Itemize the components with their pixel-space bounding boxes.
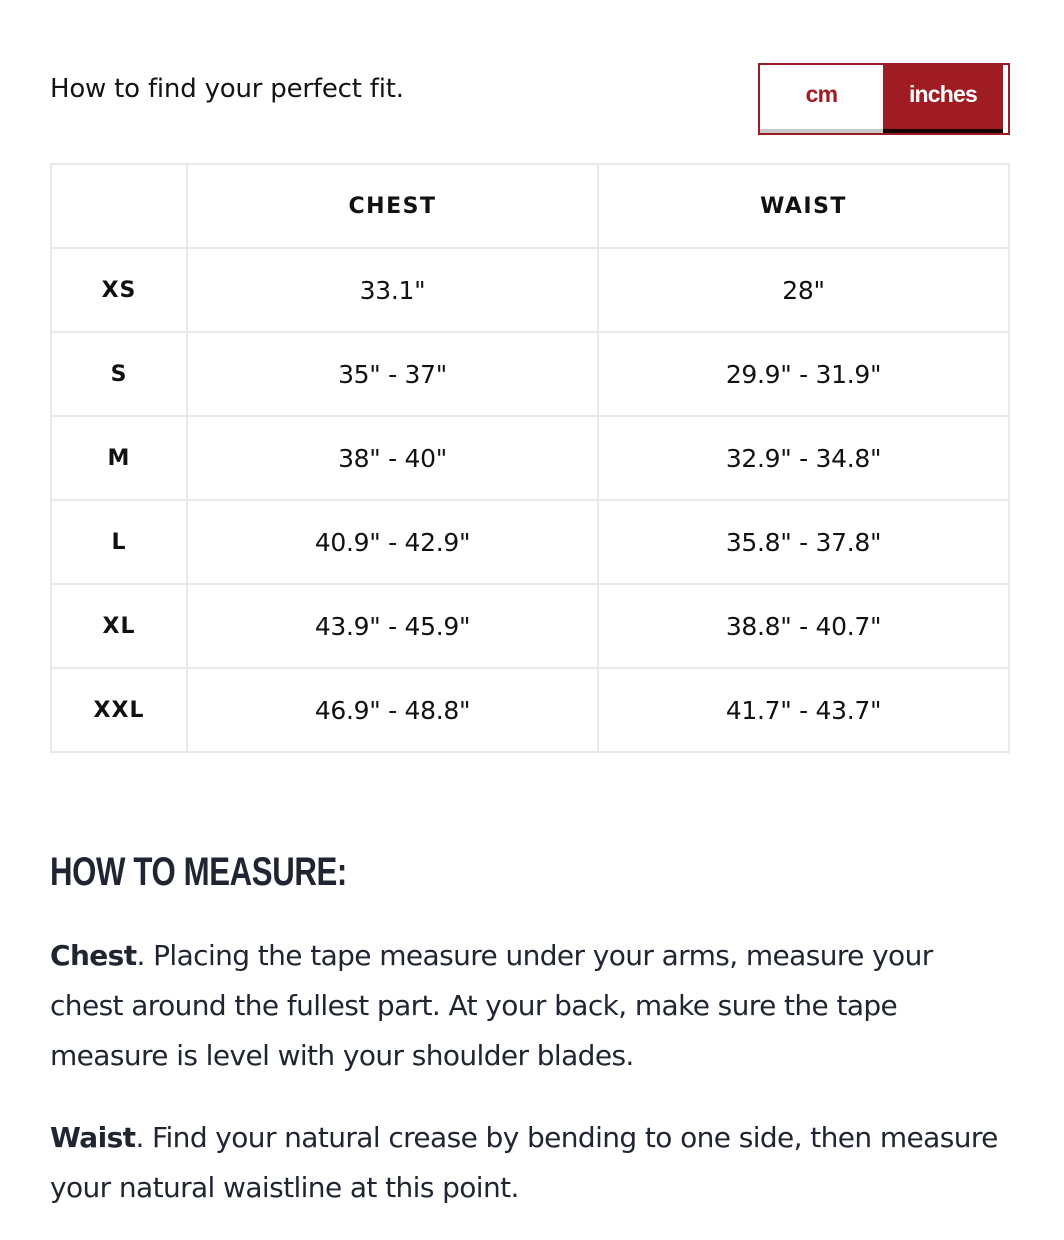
size-label: L [51, 500, 187, 584]
chest-value: 43.9" - 45.9" [187, 584, 598, 668]
chest-description: . Placing the tape measure under your arms, measure your chest around the fullest part. At your back, make sure the tape measure is level with your shoulder blades. [50, 939, 933, 1072]
table-row [51, 248, 1009, 332]
chest-value: 38" - 40" [187, 416, 598, 500]
table-header-row [51, 164, 1009, 248]
waist-value: 41.7" - 43.7" [598, 668, 1009, 752]
unit-toggle[interactable] [758, 63, 1010, 135]
chest-value: 33.1" [187, 248, 598, 332]
waist-value: 29.9" - 31.9" [598, 332, 1009, 416]
how-to-measure-heading: HOW TO MEASURE: [50, 850, 347, 894]
waist-value: 35.8" - 37.8" [598, 500, 1009, 584]
size-label: XL [51, 584, 187, 668]
intro-text: How to find your perfect fit. [50, 74, 404, 104]
size-chart-table [50, 163, 1010, 753]
chest-value: 46.9" - 48.8" [187, 668, 598, 752]
table-row [51, 584, 1009, 668]
unit-cm-button[interactable]: cm [760, 65, 883, 133]
header-chest: CHEST [187, 164, 598, 248]
chest-value: 40.9" - 42.9" [187, 500, 598, 584]
waist-description: . Find your natural crease by bending to one side, then measure your natural waistline at this point. [50, 1121, 998, 1204]
header-waist: WAIST [598, 164, 1009, 248]
waist-value: 32.9" - 34.8" [598, 416, 1009, 500]
size-label: XXL [51, 668, 187, 752]
unit-inches-button[interactable]: inches [883, 65, 1003, 133]
table-row [51, 332, 1009, 416]
size-label: M [51, 416, 187, 500]
table-row [51, 668, 1009, 752]
chest-value: 35" - 37" [187, 332, 598, 416]
waist-value: 28" [598, 248, 1009, 332]
size-label: XS [51, 248, 187, 332]
chest-instructions [50, 931, 1010, 1081]
header-size [51, 164, 187, 248]
chest-term: Chest [50, 939, 137, 972]
waist-value: 38.8" - 40.7" [598, 584, 1009, 668]
table-row [51, 416, 1009, 500]
table-row [51, 500, 1009, 584]
waist-term: Waist [50, 1121, 136, 1154]
waist-instructions [50, 1113, 1010, 1213]
size-label: S [51, 332, 187, 416]
